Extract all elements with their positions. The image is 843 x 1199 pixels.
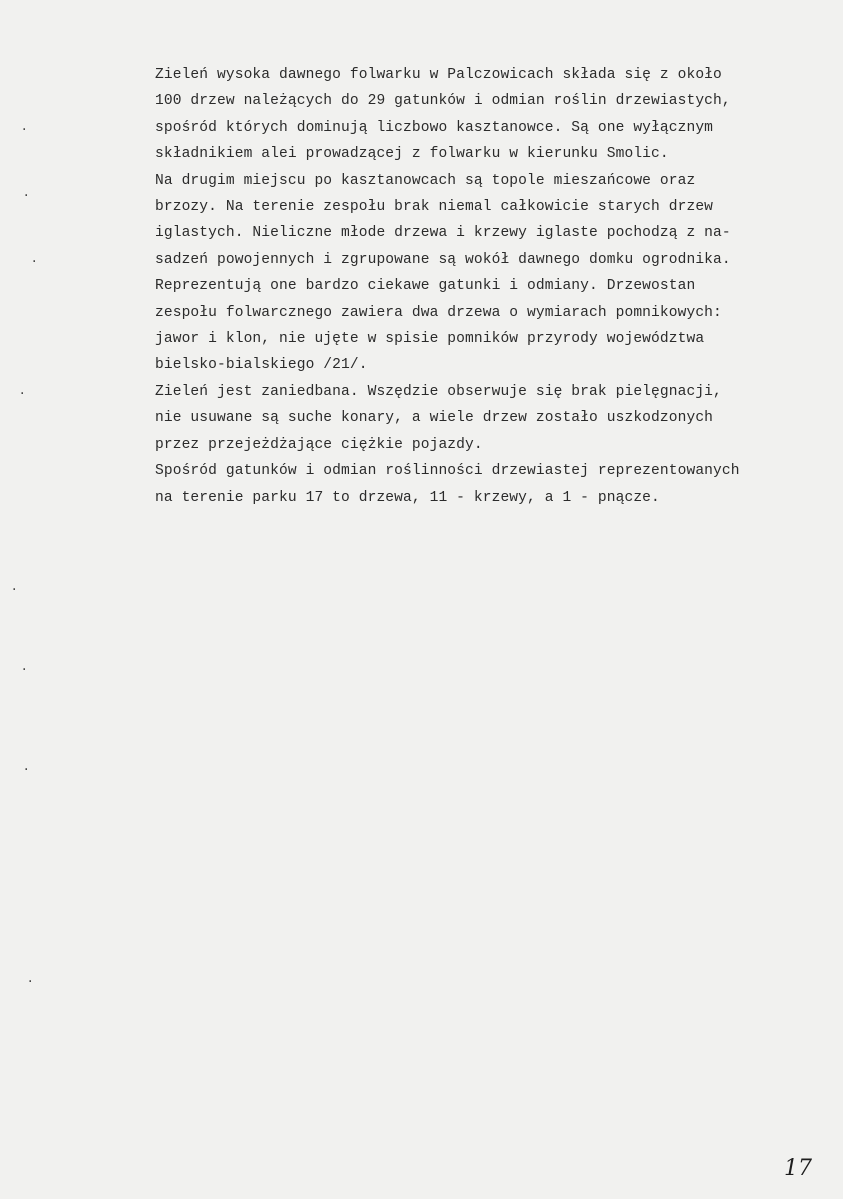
- document-body: [155, 62, 823, 511]
- body-line: bielsko-bialskiego /21/.: [155, 357, 368, 374]
- body-line: Zieleń wysoka dawnego folwarku w Palczowicach składa się z około: [155, 67, 722, 83]
- body-line: przez przejeżdżające ciężkie pojazdy.: [155, 436, 483, 453]
- margin-mark: ·: [28, 974, 33, 990]
- body-line: Na drugim miejscu po kasztanowcach są topole mieszańcowe oraz: [155, 172, 696, 189]
- body-line: brzozy. Na terenie zespołu brak niemal całkowicie starych drzew: [155, 199, 714, 216]
- margin-mark: ·: [20, 386, 25, 402]
- body-line: Spośród gatunków i odmian roślinności drzewiastej reprezentowanych: [155, 463, 740, 480]
- body-line: Reprezentują one bardzo ciekawe gatunki i odmiany. Drzewostan: [155, 278, 696, 295]
- page-number: 17: [784, 1156, 812, 1181]
- body-line: jawor i klon, nie ujęte w spisie pomników przyrody województwa: [155, 331, 705, 348]
- body-line: składnikiem alei prowadzącej z folwarku w kierunku Smolic.: [155, 146, 669, 163]
- margin-mark: ·: [22, 662, 27, 678]
- body-line: nie usuwane są suche konary, a wiele drzew zostało uszkodzonych: [155, 410, 714, 427]
- body-line: Zieleń jest zaniedbana. Wszędzie obserwuje się brak pielęgnacji,: [155, 383, 722, 400]
- body-line: na terenie parku 17 to drzewa, 11 - krzewy, a 1 - pnącze.: [155, 489, 660, 506]
- margin-mark: ·: [22, 122, 27, 138]
- body-line: iglastych. Nieliczne młode drzewa i krzewy iglaste pochodzą z na-: [155, 225, 731, 242]
- margin-mark: ·: [12, 582, 17, 598]
- body-line: sadzeń powojennych i zgrupowane są wokół dawnego domku ogrodnika.: [155, 251, 731, 268]
- body-line: 100 drzew należących do 29 gatunków i odmian roślin drzewiastych,: [155, 93, 731, 110]
- body-line: zespołu folwarcznego zawiera dwa drzewa o wymiarach pomnikowych:: [155, 304, 722, 321]
- margin-mark: ·: [24, 762, 29, 778]
- body-line: spośród których dominują liczbowo kasztanowce. Są one wyłącznym: [155, 119, 714, 136]
- margin-mark: ·: [24, 188, 29, 204]
- margin-mark: ·: [32, 254, 37, 270]
